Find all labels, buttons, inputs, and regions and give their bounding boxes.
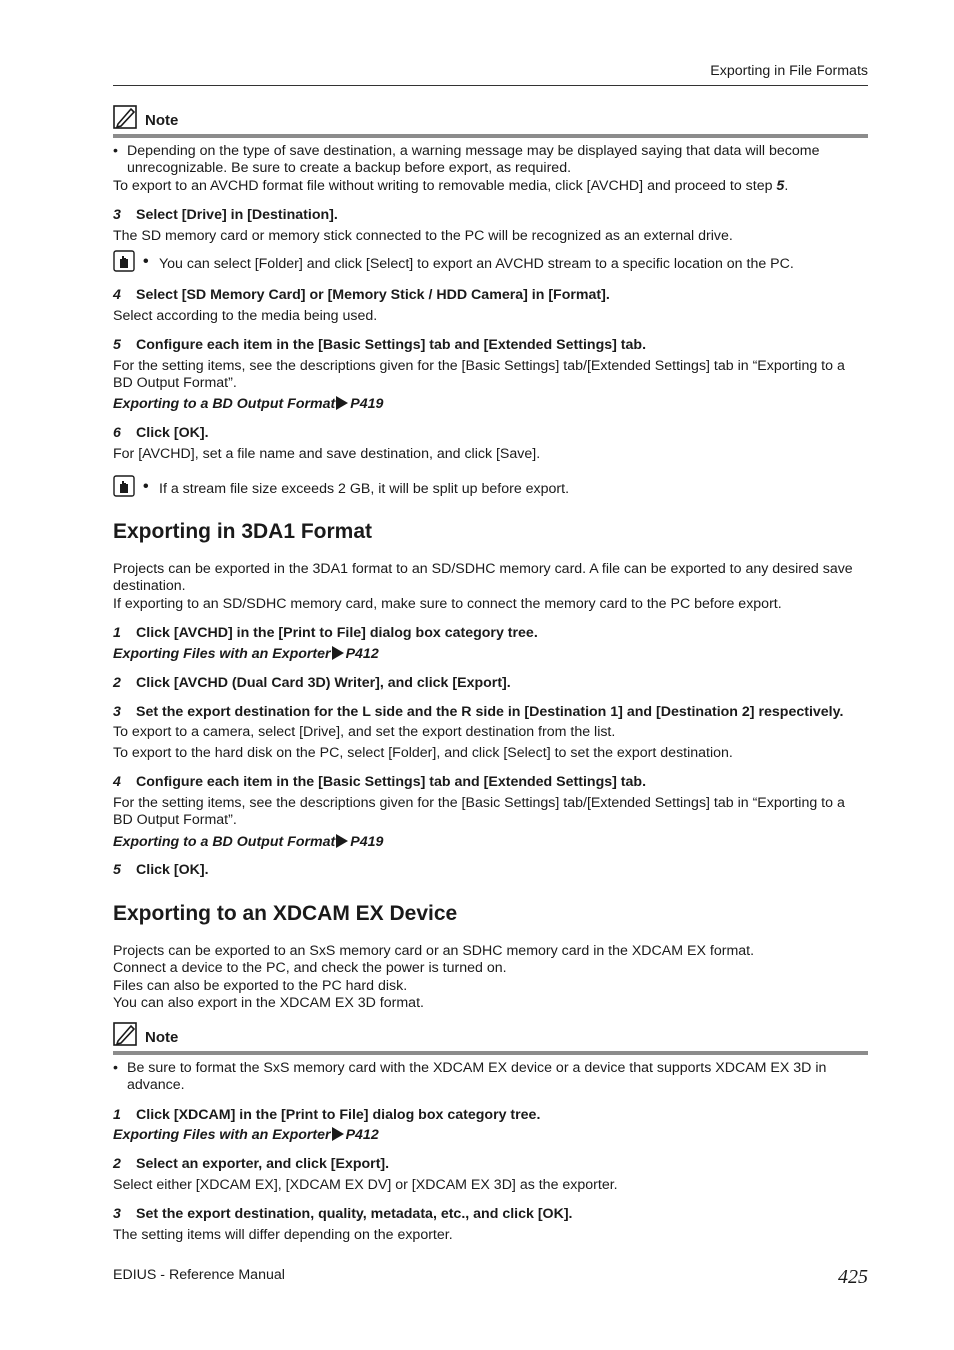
step-body: To export to the hard disk on the PC, select [Folder], and click [Select] to set the export destination. — [113, 745, 733, 761]
cross-reference-link[interactable]: Exporting Files with an Exporter P412 — [113, 1127, 379, 1143]
step-heading: 5 Click [OK]. — [113, 862, 209, 878]
step-heading: 3 Set the export destination for the L side and the R side in [Destination 1] and [Destination 2] respectively. — [113, 704, 844, 720]
step-body: For the setting items, see the descriptions given for the [Basic Settings] tab/[Extended Settings] tab in “Exporting to a BD Output Format”. — [113, 795, 845, 829]
note-text-line: advance. — [127, 1077, 185, 1094]
step-body: The setting items will differ depending on the exporter. — [113, 1227, 453, 1243]
step-heading: 5 Configure each item in the [Basic Settings] tab and [Extended Settings] tab. — [113, 337, 647, 353]
note-text-line: unrecognizable. Be sure to create a backup before export, as required. — [127, 160, 572, 177]
note-label: Note — [145, 1029, 179, 1046]
step-heading: 1 Click [XDCAM] in the [Print to File] dialog box category tree. — [113, 1107, 541, 1123]
hint-text: If a stream file size exceeds 2 GB, it will be split up before export. — [159, 481, 570, 497]
step-heading: 4 Configure each item in the [Basic Settings] tab and [Extended Settings] tab. — [113, 774, 647, 790]
note-pencil-icon — [113, 105, 137, 129]
bullet-dot: • — [113, 143, 118, 159]
note-pencil-icon — [113, 1022, 137, 1046]
hint-hand-icon — [113, 250, 135, 272]
arrow-right-icon — [336, 396, 348, 410]
note-label: Note — [145, 112, 179, 129]
step-heading: 4 Select [SD Memory Card] or [Memory Stick / HDD Camera] in [Format]. — [113, 287, 610, 303]
intro-paragraph: To export to an AVCHD format file without writing to removable media, click [AVCHD] and proceed to step 5. — [113, 178, 789, 194]
step-body: To export to a camera, select [Drive], and set the export destination from the list. — [113, 724, 616, 740]
bullet-dot: • — [113, 1060, 118, 1076]
cross-reference-link[interactable]: Exporting to a BD Output Format P419 — [113, 396, 384, 412]
step-body: Select according to the media being used. — [113, 308, 378, 324]
header-rule — [113, 85, 868, 86]
note-text-line: Depending on the type of save destination, a warning message may be displayed saying that data will become — [127, 143, 820, 159]
footer-manual-title: EDIUS - Reference Manual — [113, 1267, 285, 1283]
cross-reference-link[interactable]: Exporting to a BD Output Format P419 — [113, 834, 384, 850]
bullet-dot: • — [143, 253, 149, 270]
step-body: The SD memory card or memory stick connected to the PC will be recognized as an external drive. — [113, 228, 733, 244]
note-bullet — [113, 143, 868, 179]
running-header: Exporting in File Formats — [710, 63, 868, 79]
document-page — [113, 0, 868, 1350]
step-heading: 6 Click [OK]. — [113, 425, 209, 441]
arrow-right-icon — [332, 646, 344, 660]
note-rule — [113, 134, 868, 138]
cross-reference-link[interactable]: Exporting Files with an Exporter P412 — [113, 646, 379, 662]
hint-hand-icon — [113, 475, 135, 497]
bullet-dot: • — [143, 478, 149, 495]
step-heading: 3 Select [Drive] in [Destination]. — [113, 207, 338, 223]
note-rule — [113, 1051, 868, 1055]
step-body: For the setting items, see the descriptions given for the [Basic Settings] tab/[Extended Settings] tab in “Exporting to a BD Output Format”. — [113, 358, 845, 392]
step-heading: 3 Set the export destination, quality, metadata, etc., and click [OK]. — [113, 1206, 573, 1222]
hint-text: You can select [Folder] and click [Select] to export an AVCHD stream to a specific location on the PC. — [159, 256, 794, 272]
step-body: For [AVCHD], set a file name and save destination, and click [Save]. — [113, 446, 541, 462]
note-text-line: Be sure to format the SxS memory card with the XDCAM EX device or a device that supports XDCAM EX 3D in — [127, 1060, 827, 1076]
step-reference: 5 — [776, 178, 785, 194]
section-heading: Exporting to an XDCAM EX Device — [113, 902, 458, 925]
arrow-right-icon — [332, 1127, 344, 1141]
section-paragraph: Projects can be exported to an SxS memory card or an SDHC memory card in the XDCAM EX format. Connect a device to the PC, and check the power is turned on. Files can also be exported to the PC hard disk. You can also export in the XDCAM EX 3D format. — [113, 943, 755, 1012]
step-heading: 1 Click [AVCHD] in the [Print to File] dialog box category tree. — [113, 625, 538, 641]
section-paragraph: Projects can be exported in the 3DA1 format to an SD/SDHC memory card. A file can be exported to any desired save destination. If exporting to an SD/SDHC memory card, make sure to connect the memory card to the PC before export. — [113, 561, 853, 612]
step-heading: 2 Click [AVCHD (Dual Card 3D) Writer], and click [Export]. — [113, 675, 511, 691]
step-heading: 2 Select an exporter, and click [Export]. — [113, 1156, 390, 1172]
note-bullet — [113, 1060, 868, 1096]
arrow-right-icon — [336, 834, 348, 848]
page-number: 425 — [838, 1266, 868, 1288]
section-heading: Exporting in 3DA1 Format — [113, 520, 373, 543]
step-body: Select either [XDCAM EX], [XDCAM EX DV] or [XDCAM EX 3D] as the exporter. — [113, 1177, 618, 1193]
